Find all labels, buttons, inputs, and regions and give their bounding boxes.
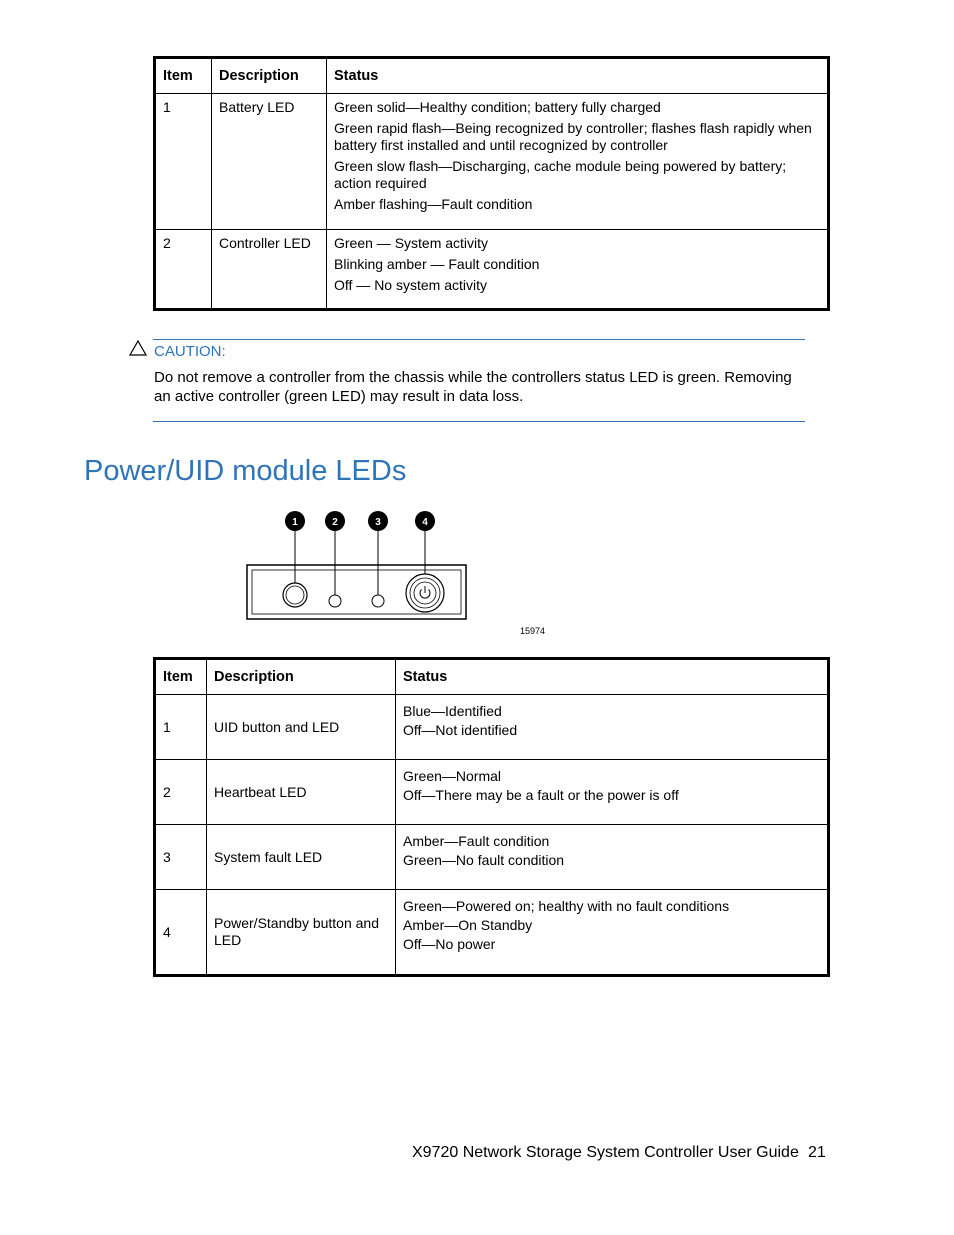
cell-item: 1 [155, 94, 212, 230]
cell-status [396, 825, 829, 890]
header-status: Status [396, 659, 829, 695]
table-row [155, 825, 829, 890]
header-item: Item [155, 58, 212, 94]
cell-status [396, 760, 829, 825]
page-number: 21 [808, 1144, 826, 1161]
controller-led-table [153, 56, 830, 311]
status-line: Blue—Identified [403, 703, 502, 719]
cell-item: 1 [155, 695, 207, 760]
status-line: Green—Powered on; healthy with no fault conditions [403, 898, 730, 914]
cell-description: Controller LED [212, 230, 327, 310]
cell-status [396, 890, 829, 976]
table-header-row [155, 58, 829, 94]
power-uid-led-table [153, 657, 830, 977]
header-description: Description [207, 659, 396, 695]
cell-description: Heartbeat LED [207, 760, 396, 825]
table-row [155, 695, 829, 760]
cell-item: 4 [155, 890, 207, 976]
section-title: Power/UID module LEDs [84, 455, 407, 487]
warning-triangle-icon [129, 340, 147, 356]
callout-1 [285, 511, 305, 531]
header-status: Status [327, 58, 829, 94]
status-line: Amber flashing—Fault condition [334, 196, 533, 212]
cell-status [396, 695, 829, 760]
svg-text:2: 2 [332, 517, 338, 528]
caution-label: CAUTION: [154, 343, 226, 360]
table-row [155, 94, 829, 230]
status-line: Green slow flash—Discharging, cache module being powered by battery; action required [334, 158, 787, 191]
status-line: Off—There may be a fault or the power is off [403, 787, 679, 803]
status-line: Amber—Fault condition [403, 833, 550, 849]
status-line: Off — No system activity [334, 277, 487, 293]
cell-description: UID button and LED [207, 695, 396, 760]
callout-2 [325, 511, 345, 531]
figure-number: 15974 [520, 626, 546, 636]
power-uid-module-figure [240, 505, 560, 645]
status-line: Green rapid flash—Being recognized by controller; flashes flash rapidly when battery first installed and until recognized by controller [334, 120, 812, 153]
status-line: Green—No fault condition [403, 852, 565, 868]
caution-bottom-rule [153, 421, 805, 422]
cell-item: 2 [155, 760, 207, 825]
svg-text:4: 4 [422, 517, 428, 528]
footer-title: X9720 Network Storage System Controller User Guide [412, 1144, 799, 1161]
cell-item: 3 [155, 825, 207, 890]
system-fault-led-icon [372, 595, 384, 607]
callout-3 [368, 511, 388, 531]
status-line: Amber—On Standby [403, 917, 533, 933]
cell-status [327, 230, 829, 310]
cell-description: Battery LED [212, 94, 327, 230]
heartbeat-led-icon [329, 595, 341, 607]
callout-4 [415, 511, 435, 531]
header-description: Description [212, 58, 327, 94]
svg-text:1: 1 [292, 517, 298, 528]
status-line: Green — System activity [334, 235, 489, 251]
caution-text: Do not remove a controller from the chassis while the controllers status LED is green. Removing an active controller (green LED) may result in data loss. [154, 369, 792, 405]
table-row [155, 890, 829, 976]
svg-text:3: 3 [375, 517, 381, 528]
table-row [155, 760, 829, 825]
header-item: Item [155, 659, 207, 695]
status-line: Blinking amber — Fault condition [334, 256, 540, 272]
cell-item: 2 [155, 230, 212, 310]
table-header-row [155, 659, 829, 695]
table-row [155, 230, 829, 310]
status-line: Green—Normal [403, 768, 502, 784]
status-line: Off—Not identified [403, 722, 518, 738]
caution-top-rule [153, 339, 805, 340]
status-line: Green solid—Healthy condition; battery fully charged [334, 99, 661, 115]
status-line: Off—No power [403, 936, 496, 952]
cell-description: Power/Standby button and LED [207, 890, 396, 976]
uid-button-icon [283, 583, 307, 607]
cell-status [327, 94, 829, 230]
cell-description: System fault LED [207, 825, 396, 890]
